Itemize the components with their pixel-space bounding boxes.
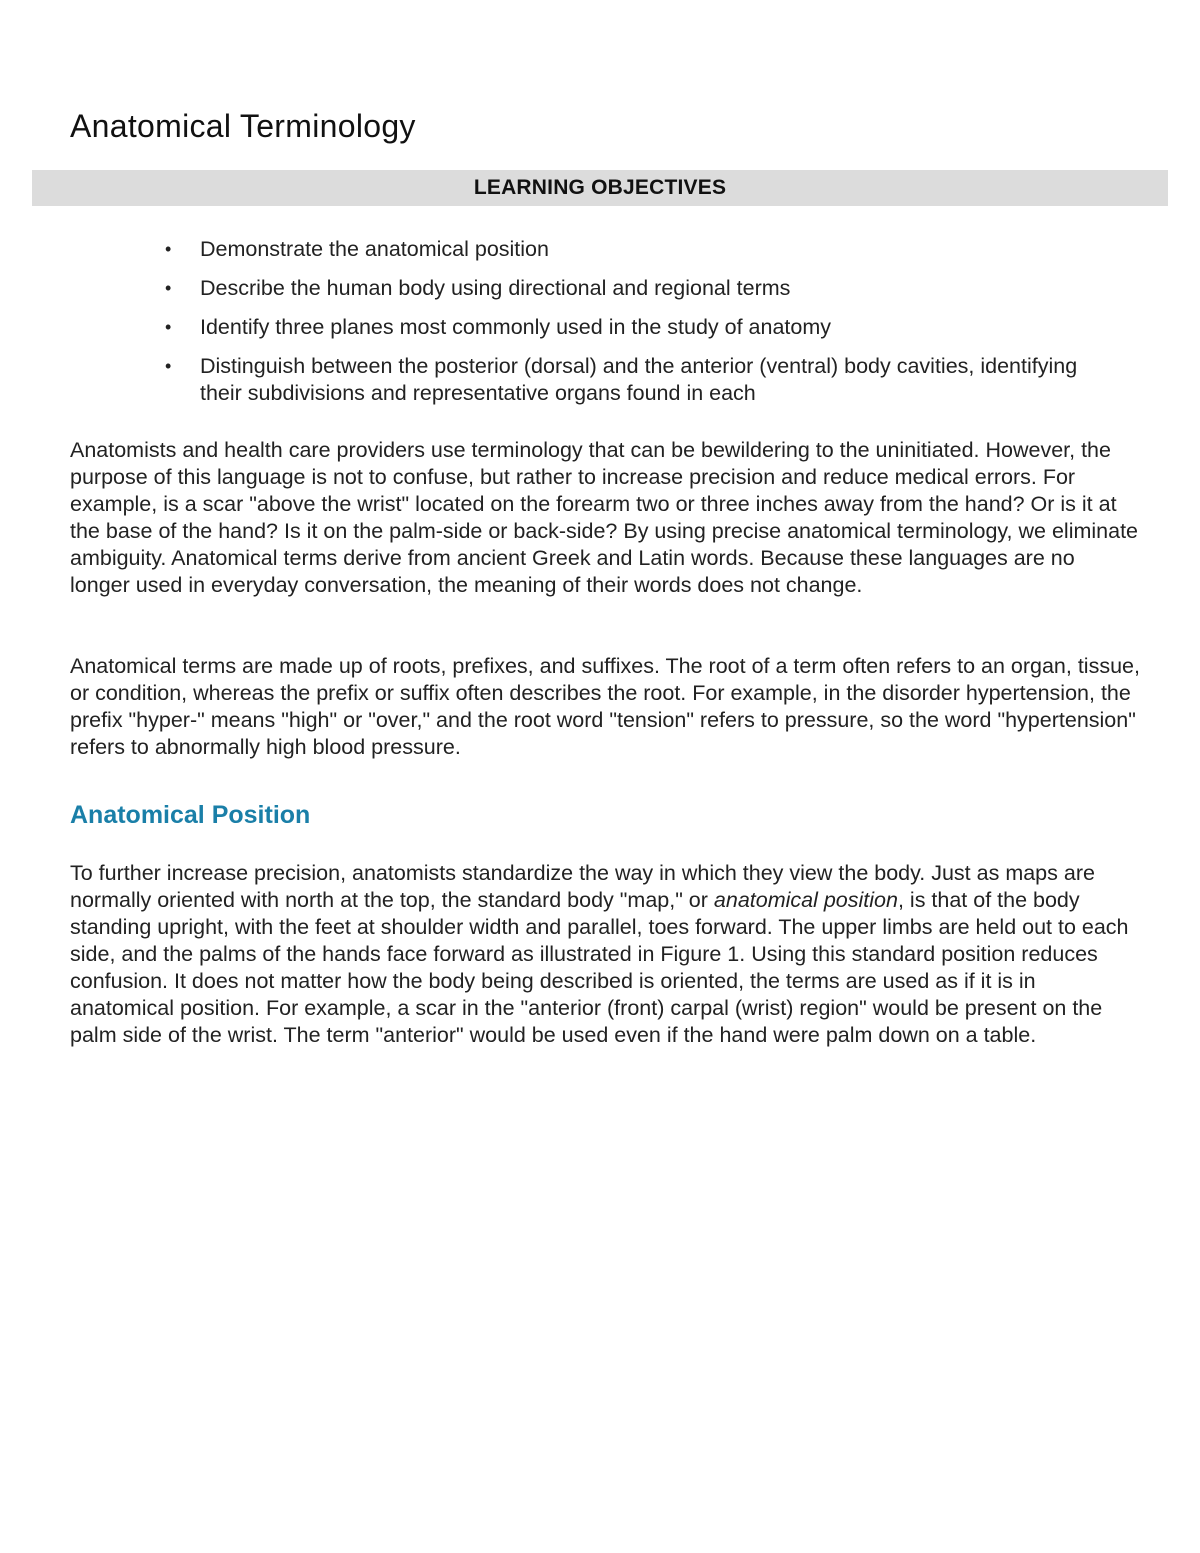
objective-text: Demonstrate the anatomical position [200,237,549,261]
learning-objectives-heading: LEARNING OBJECTIVES [473,176,727,199]
emphasized-term: anatomical position [713,888,898,912]
anatomical-position-paragraph [70,860,1140,1049]
section-heading-anatomical-position: Anatomical Position [70,801,311,829]
bullet-icon: • [165,356,172,376]
terms-paragraph: Anatomical terms are made up of roots, prefixes, and suffixes. The root of a term often refers to an organ, tissue, or condition, whereas the prefix or suffix often describes the root. For example, in the disorder hypertension, the prefix "hyper-" means "high" or "over," and the root word "tension" refers to pressure, so the word "hypertension" refers to abnormally high blood pressure. [70,654,1140,759]
objective-text: Describe the human body using directional and regional terms [200,276,791,300]
objective-item [165,314,1085,341]
objective-text: Identify three planes most commonly used in the study of anatomy [200,315,831,339]
bullet-icon: • [165,278,172,298]
objective-text: Distinguish between the posterior (dorsal) and the anterior (ventral) body cavities, identifying their subdivisions and representative organs found in each [200,354,1078,405]
objective-item [165,275,1085,302]
intro-paragraph: Anatomists and health care providers use terminology that can be bewildering to the uninitiated. However, the purpose of this language is not to confuse, but rather to increase precision and reduce medical errors. For example, is a scar "above the wrist" located on the forearm two or three inches away from the hand? Or is it at the base of the hand? Is it on the palm-side or back-side? By using precise anatomical terminology, we eliminate ambiguity. Anatomical terms derive from ancient Greek and Latin words. Because these languages are no longer used in everyday conversation, the meaning of their words does not change. [70,438,1139,597]
paragraph-text: , is that of the body standing upright, with the feet at shoulder width and parallel, toes forward. The upper limbs are held out to each side, and the palms of the hands face forward as illustrated in Figure 1. Using this standard position reduces confusion. It does not matter how the body being described is oriented, the terms are used as if it is in anatomical position. For example, a scar in the "anterior (front) carpal (wrist) region" would be present on the palm side of the wrist. The term "anterior" would be used even if the hand were palm down on a table. [70,888,1129,1047]
objective-item [165,236,1085,263]
objective-item [165,353,1085,407]
learning-objectives-bar [32,170,1168,206]
paragraph-text: To further increase precision, anatomists standardize the way in which they view the body. Just as maps are normally oriented with north at the top, the standard body "map," or [70,861,1095,912]
bullet-icon: • [165,317,172,337]
learning-objectives-list [165,236,1085,419]
bullet-icon: • [165,239,172,259]
document-title: Anatomical Terminology [70,108,416,144]
